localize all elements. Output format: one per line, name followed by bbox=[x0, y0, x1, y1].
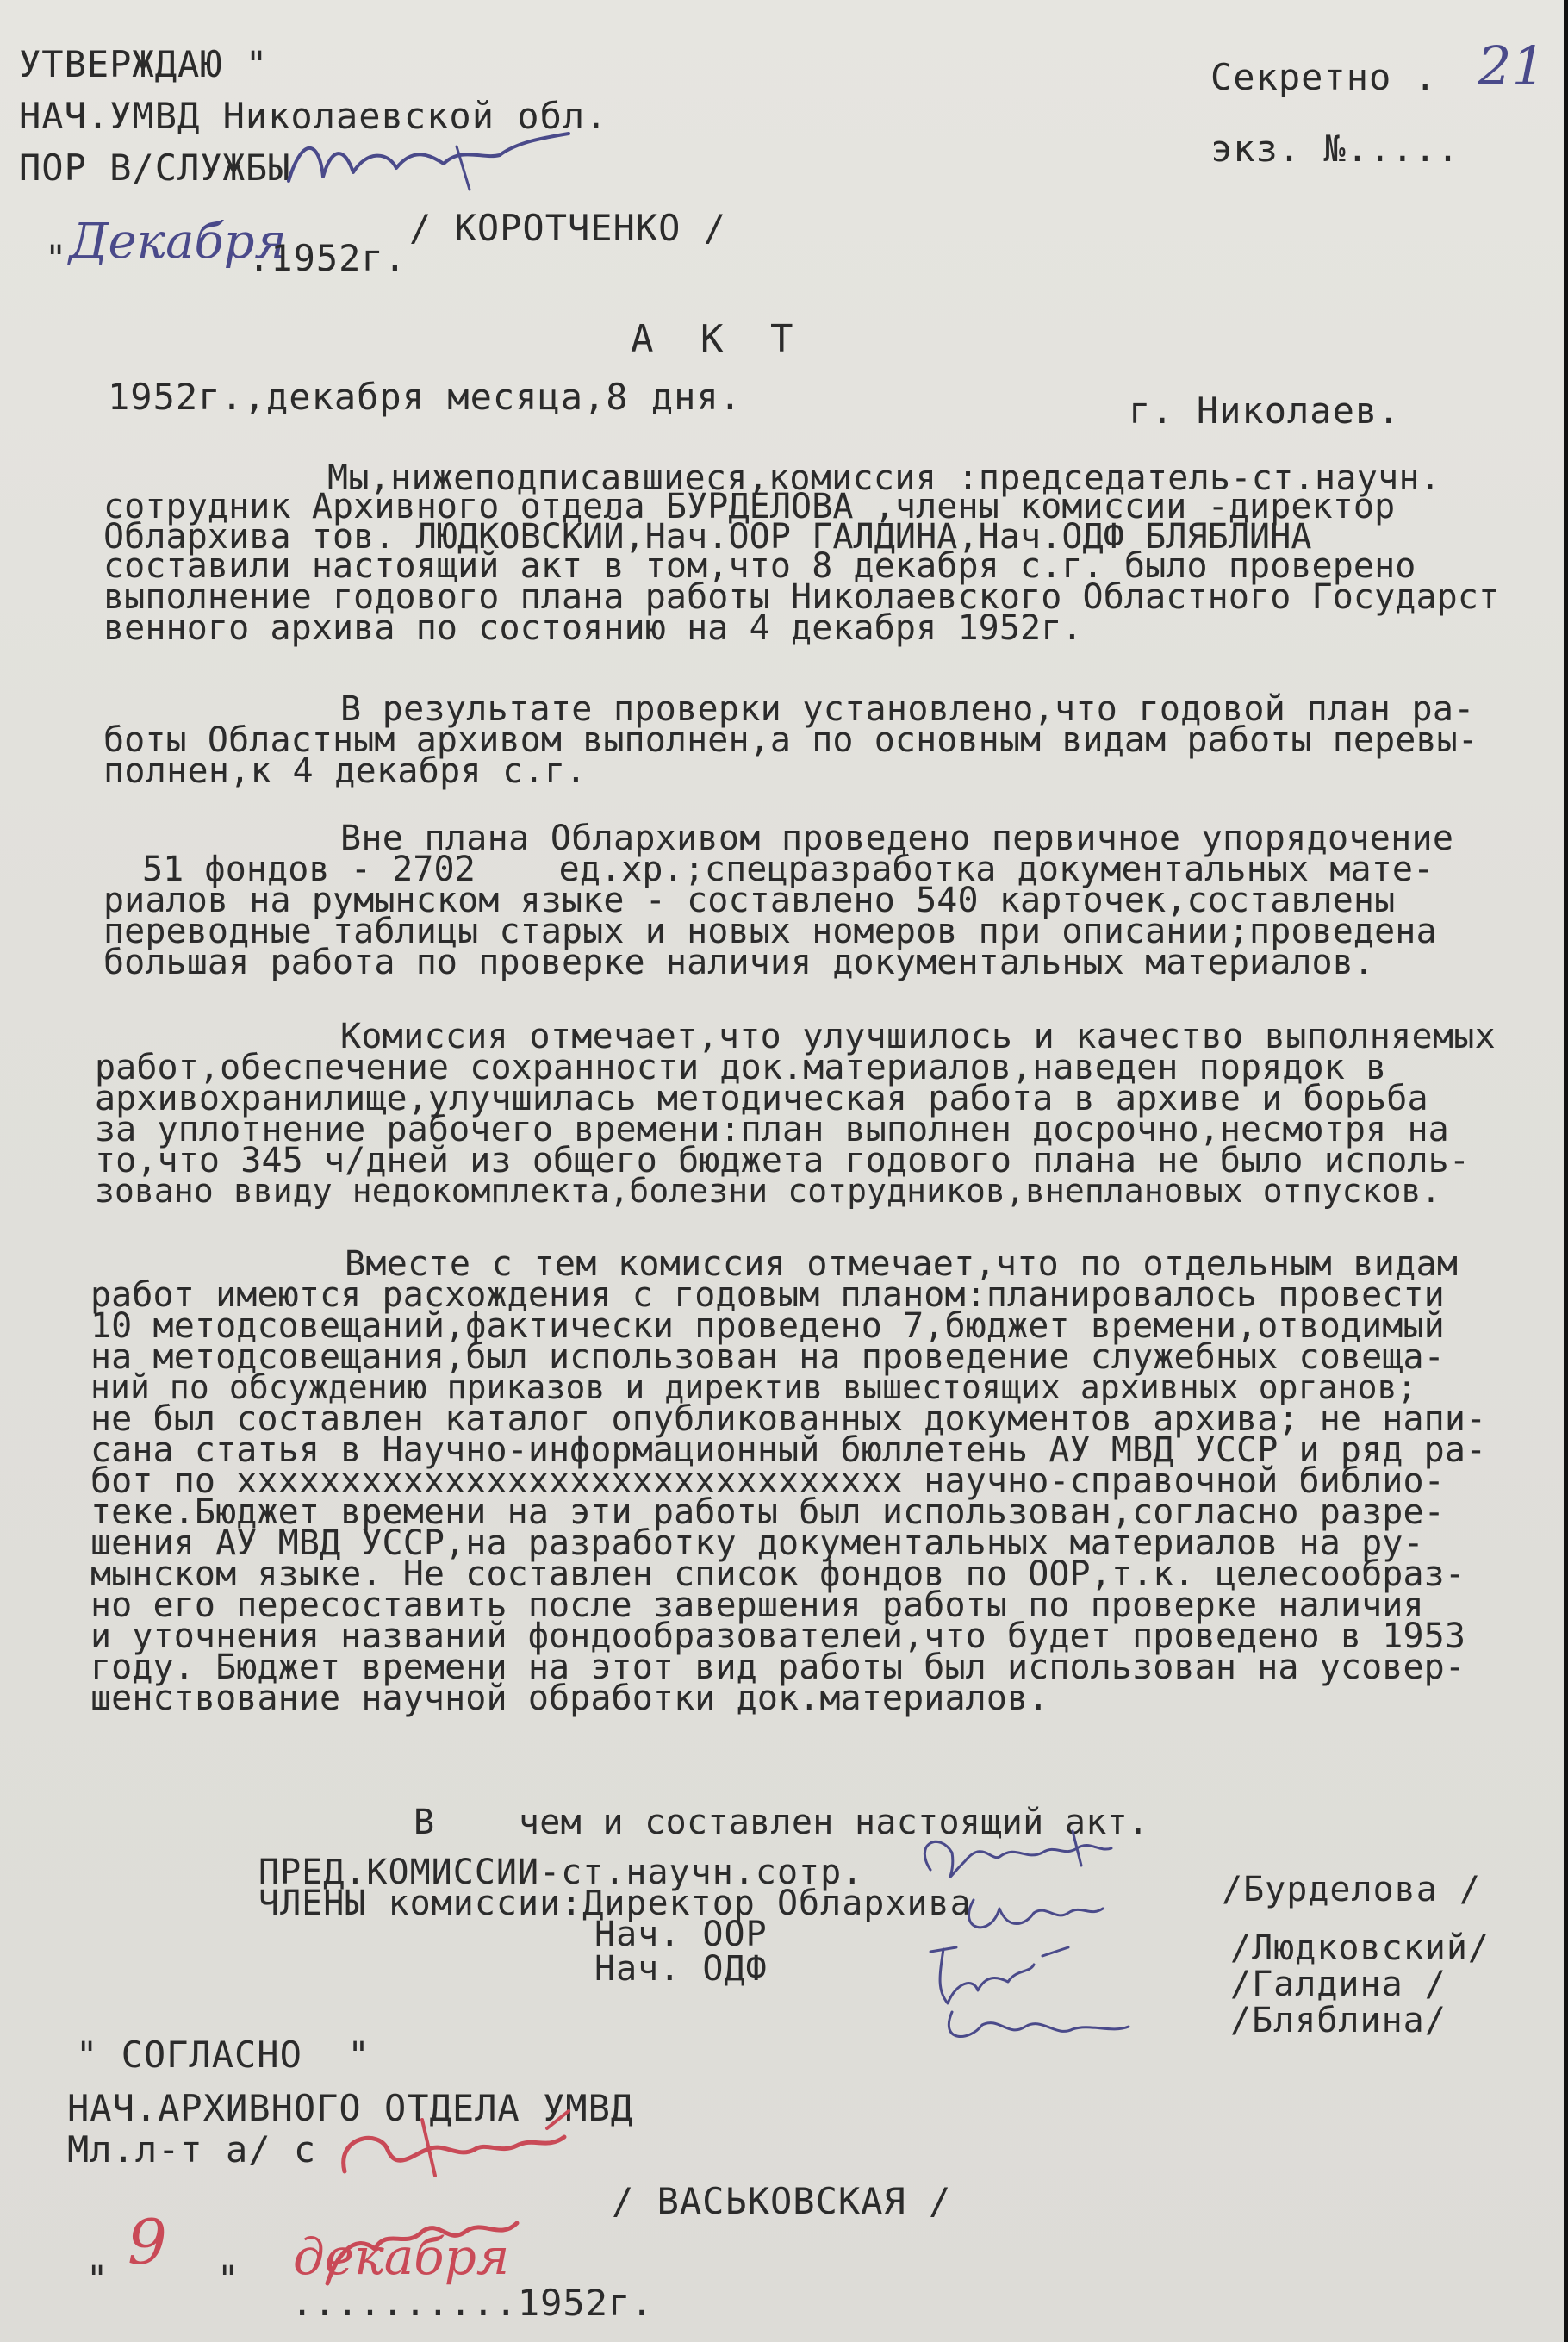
signature-chair-title: ПРЕД.КОМИССИИ-ст.научн.сотр. bbox=[258, 1853, 864, 1892]
body-line: В результате проверки установлено,что годовой план ра- bbox=[340, 689, 1475, 729]
body-line: за уплотнение рабочего времени:план выполнен досрочно,несмотря на bbox=[95, 1110, 1449, 1149]
classification: Секретно . bbox=[1210, 56, 1437, 98]
body-line: ний по обсуждению приказов и директив вышестоящих архивных органов; bbox=[90, 1368, 1417, 1406]
body-line: большая работа по проверке наличия документальных материалов. bbox=[103, 943, 1375, 982]
page-number: 21 bbox=[1478, 34, 1546, 97]
body-line: теке.Бюджет времени на эти работы был использован,согласно разре- bbox=[90, 1492, 1445, 1532]
body-line: составили настоящий акт в том,что 8 декабря с.г. было проверено bbox=[103, 546, 1416, 586]
body-line: сотрудник Архивного отдела БУРДЕЛОВА ,члены комиссии -директор bbox=[103, 487, 1396, 526]
body-line: бот по xxxxxxxxxxxxxxxxxxxxxxxxxxxxxxxx научно-справочной библио- bbox=[90, 1461, 1445, 1501]
body-line: 51 фондов - 2702 ед.хр.;спецразработка документальных мате- bbox=[142, 850, 1434, 889]
approver-position-line2: ПОР В/СЛУЖБЫ bbox=[19, 146, 291, 189]
agreed-date-month: декабря bbox=[293, 2227, 510, 2286]
signature-oor-title: Нач. ООР bbox=[594, 1915, 768, 1954]
body-line: не был составлен каталог опубликованных документов архива; не напи- bbox=[90, 1399, 1487, 1439]
page-edge bbox=[1564, 0, 1568, 2342]
body-line: венного архива по состоянию на 4 декабря 1952г. bbox=[103, 608, 1083, 648]
signature-name-blyablina: /Бляблина/ bbox=[1230, 2001, 1447, 2040]
body-line: 10 методсовещаний,фактически проведено 7,бюджет времени,отводимый bbox=[90, 1306, 1445, 1346]
body-line: сана статья в Научно-информационный бюллетень АУ МВД УССР и ряд ра- bbox=[90, 1430, 1487, 1470]
body-line: переводные таблицы старых и новых номеров при описании;проведена bbox=[103, 912, 1437, 951]
body-line: риалов на румынском языке - составлено 540 карточек,составлены bbox=[103, 881, 1396, 920]
approval-date-year: .1952г. bbox=[248, 237, 408, 279]
approver-name: / КОРОТЧЕНКО / bbox=[409, 207, 727, 249]
body-line: Вместе с тем комиссия отмечает,что по отдельным видам bbox=[345, 1244, 1459, 1284]
agreed-position-line2: Мл.л-т а/ с bbox=[67, 2128, 317, 2171]
agreed-title: " СОГЛАСНО " bbox=[76, 2034, 370, 2076]
body-line: Облархива тов. ЛЮДКОВСКИЙ,Нач.ООР ГАЛДИНА,Нач.ОДФ БЛЯБЛИНА bbox=[103, 517, 1312, 557]
body-line: на методсовещания,был использован на проведение служебных совеща- bbox=[90, 1337, 1445, 1377]
body-line: выполнение годового плана работы Николаевского Областного Государст bbox=[103, 577, 1500, 617]
approver-position-line1: НАЧ.УМВД Николаевской обл. bbox=[19, 95, 608, 137]
approval-date-month: Декабря bbox=[69, 214, 287, 270]
body-line: Комиссия отмечает,что улучшилось и качество выполняемых bbox=[340, 1017, 1496, 1056]
agreed-date-day: 9 bbox=[128, 2206, 167, 2278]
body-line: году. Бюджет времени на этот вид работы был использован на усовер- bbox=[90, 1647, 1466, 1687]
act-city: г. Николаев. bbox=[1129, 389, 1401, 432]
body-line: архивохранилище,улучшилась методическая работа в архиве и борьба bbox=[95, 1079, 1428, 1118]
agreed-date-tail: ..........1952г. bbox=[291, 2282, 654, 2324]
signature-name-galdina: /Галдина / bbox=[1230, 1965, 1447, 2004]
body-line: зовано ввиду недокомплекта,болезни сотрудников,внеплановых отпусков. bbox=[95, 1172, 1441, 1210]
agreed-date-close-quote: " bbox=[217, 2258, 240, 2300]
signature-odf-title: Нач. ОДФ bbox=[594, 1949, 768, 1989]
body-line: В чем и составлен настоящий акт. bbox=[414, 1803, 1149, 1842]
act-date: 1952г.,декабря месяца,8 дня. bbox=[108, 376, 743, 418]
body-line: но его пересоставить после завершения работы по проверке наличия bbox=[90, 1585, 1424, 1625]
body-line: то,что 345 ч/дней из общего бюджета годового плана не было исполь- bbox=[95, 1141, 1471, 1180]
agreed-name: / ВАСЬКОВСКАЯ / bbox=[612, 2180, 952, 2222]
signature-name-burdelova: /Бурделова / bbox=[1222, 1870, 1481, 1909]
approver-signature bbox=[284, 129, 577, 198]
signature-name-lyudkovsky: /Людковский/ bbox=[1230, 1928, 1490, 1968]
body-line: боты Областным архивом выполнен,а по основным видам работы перевы- bbox=[103, 720, 1479, 760]
body-line: шенствование научной обработки док.материалов. bbox=[90, 1679, 1049, 1718]
agreed-position-line1: НАЧ.АРХИВНОГО ОТДЕЛА УМВД bbox=[67, 2087, 634, 2129]
approval-date-quote: " bbox=[45, 237, 68, 279]
body-line: Мы,нижеподписавшиеся,комиссия :председатель-ст.научн. bbox=[327, 458, 1441, 498]
signature-members-title: ЧЛЕНЫ комиссии:Директор Облархива bbox=[258, 1884, 972, 1923]
body-line: полнен,к 4 декабря с.г. bbox=[103, 751, 587, 791]
copy-number: экз. №..... bbox=[1210, 128, 1460, 170]
body-line: шения АУ МВД УССР,на разработку документальных материалов на ру- bbox=[90, 1523, 1424, 1563]
document-title: А К Т bbox=[631, 317, 806, 361]
body-line: Вне плана Облархивом проведено первичное упорядочение bbox=[340, 819, 1454, 858]
body-line: работ,обеспечение сохранности док.материалов,наведен порядок в bbox=[95, 1048, 1387, 1087]
body-line: работ имеются расхождения с годовым планом:планировалось провести bbox=[90, 1275, 1445, 1315]
body-line: и уточнения названий фондообразователей,что будет проведено в 1953 bbox=[90, 1616, 1466, 1656]
body-line: мынском языке. Не составлен список фондов по ООР,т.к. целесообраз- bbox=[90, 1554, 1466, 1594]
approve-label: УТВЕРЖДАЮ " bbox=[19, 43, 269, 85]
member-signatures bbox=[905, 1827, 1215, 2051]
agreed-date-open-quote: " bbox=[86, 2258, 109, 2300]
